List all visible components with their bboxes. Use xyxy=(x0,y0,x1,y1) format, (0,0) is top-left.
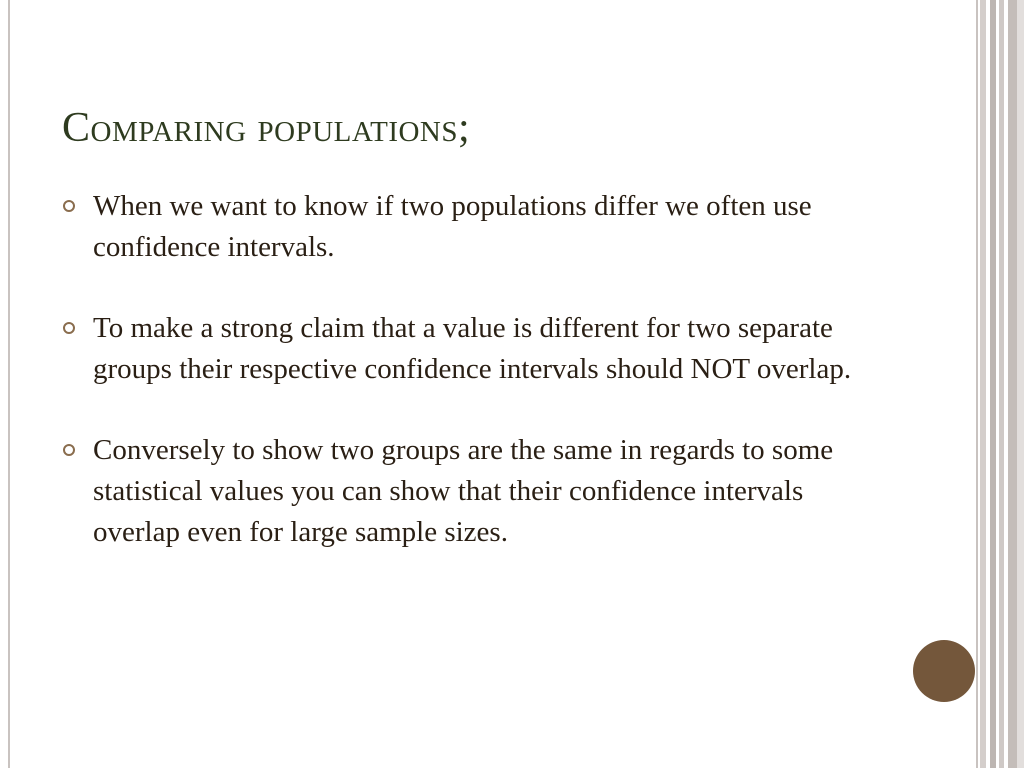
bullet-item xyxy=(62,430,862,553)
right-border-stripe xyxy=(1008,0,1017,768)
bullet-circle-icon xyxy=(63,200,75,212)
bullet-circle-icon xyxy=(63,322,75,334)
bullet-item xyxy=(62,308,862,390)
bullet-item xyxy=(62,186,862,268)
right-border-stripe xyxy=(1017,0,1024,768)
bullet-text: When we want to know if two populations differ we often use confidence intervals. xyxy=(93,190,812,263)
left-border-line xyxy=(8,0,10,768)
bullet-list xyxy=(62,186,862,593)
right-border-stripe xyxy=(976,0,978,768)
bullet-circle-icon xyxy=(63,444,75,456)
decorative-circle xyxy=(913,640,975,702)
bullet-text: Conversely to show two groups are the same in regards to some statistical values you can show that their confidence intervals overlap even for large sample sizes. xyxy=(93,434,834,548)
bullet-text: To make a strong claim that a value is different for two separate groups their respective confidence intervals should NOT overlap. xyxy=(93,312,852,385)
slide-title: Comparing populations; xyxy=(62,105,471,151)
